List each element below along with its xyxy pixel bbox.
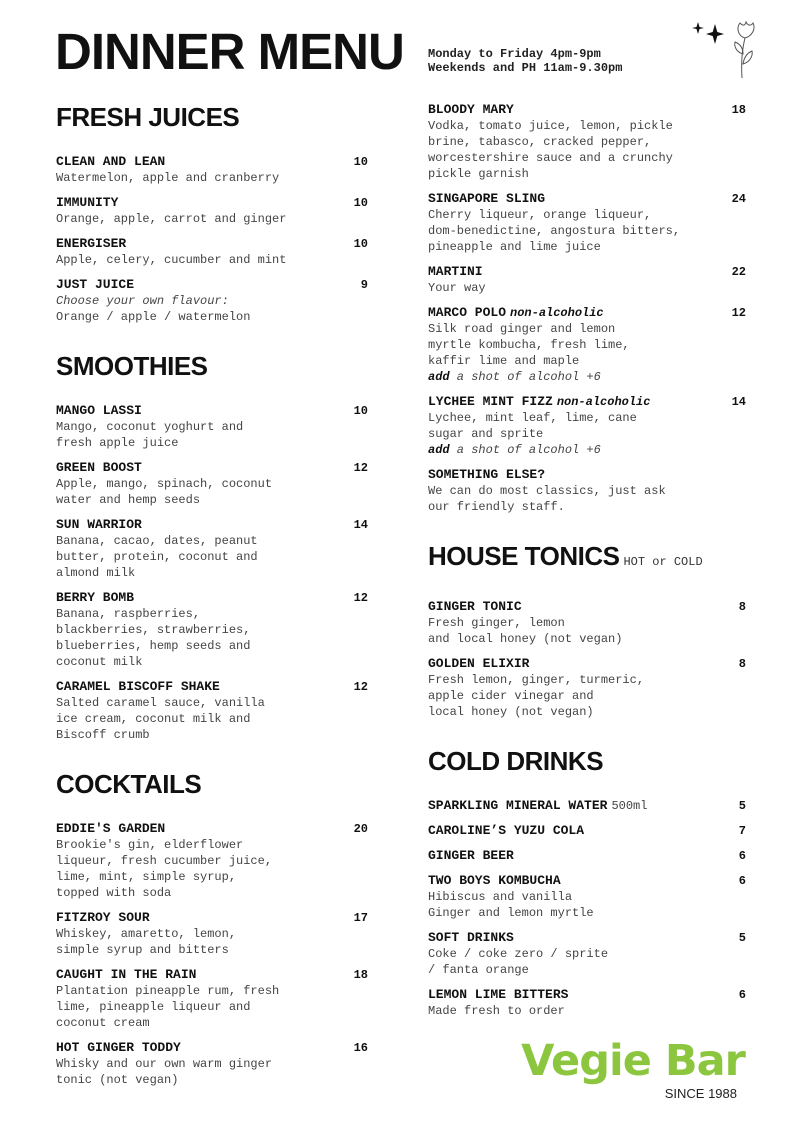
menu-item xyxy=(56,1040,368,1088)
section-title-cocktails: COCKTAILS xyxy=(56,769,202,799)
item-description-italic: Choose your own flavour: xyxy=(56,294,229,308)
smoothies-section xyxy=(56,351,368,743)
section-subtitle: HOT or COLD xyxy=(623,555,703,569)
item-description: Whisky and our own warm ginger tonic (not vegan) xyxy=(56,1057,273,1087)
item-name: BLOODY MARY xyxy=(428,102,514,117)
item-description: Coke / coke zero / sprite / fanta orange xyxy=(428,947,609,977)
item-description: Fresh lemon, ginger, turmeric, apple cider vinegar and local honey (not vegan) xyxy=(428,673,645,719)
item-price: 24 xyxy=(731,192,746,206)
item-name xyxy=(428,394,650,410)
item-price: 14 xyxy=(731,395,746,409)
item-price: 20 xyxy=(353,822,368,836)
item-name: LEMON LIME BITTERS xyxy=(428,987,569,1002)
item-name: GOLDEN ELIXIR xyxy=(428,656,530,671)
item-price: 18 xyxy=(353,968,368,982)
item-name-text: MARCO POLO xyxy=(428,305,507,320)
item-name: GINGER BEER xyxy=(428,848,514,863)
note-text: a shot of alcohol +6 xyxy=(449,370,601,384)
item-description: Cherry liqueur, orange liqueur, dom-benedictine, angostura bitters, pineapple and lime juice xyxy=(428,208,681,254)
item-name-text: SPARKLING MINERAL WATER xyxy=(428,798,608,813)
menu-item xyxy=(428,191,746,255)
item-description: We can do most classics, just ask our friendly staff. xyxy=(428,484,666,514)
item-name: MARTINI xyxy=(428,264,483,279)
item-price: 12 xyxy=(353,461,368,475)
item-description: Apple, celery, cucumber and mint xyxy=(56,253,287,267)
menu-item xyxy=(428,467,746,515)
note-bold: add xyxy=(428,443,450,457)
menu-item xyxy=(56,821,368,901)
item-description: Lychee, mint leaf, lime, cane sugar and sprite xyxy=(428,411,637,441)
item-description: Your way xyxy=(428,281,486,295)
item-name: EDDIE'S GARDEN xyxy=(56,821,166,836)
item-description: Plantation pineapple rum, fresh lime, pineapple liqueur and coconut cream xyxy=(56,984,280,1030)
item-name: IMMUNITY xyxy=(56,195,119,210)
note-text: a shot of alcohol +6 xyxy=(449,443,601,457)
item-name: SINGAPORE SLING xyxy=(428,191,546,206)
item-price: 10 xyxy=(353,155,368,169)
menu-item xyxy=(56,236,368,268)
item-description: Whiskey, amaretto, lemon, simple syrup and bitters xyxy=(56,927,237,957)
menu-item xyxy=(428,599,746,647)
menu-item xyxy=(56,967,368,1031)
menu-item xyxy=(56,154,368,186)
item-description: Watermelon, apple and cranberry xyxy=(56,171,280,185)
menu-item xyxy=(428,102,746,182)
section-title-text: HOUSE TONICS xyxy=(428,541,620,571)
menu-item xyxy=(428,798,746,814)
menu-item xyxy=(56,910,368,958)
note-bold: add xyxy=(428,370,450,384)
item-name: CLEAN AND LEAN xyxy=(56,154,166,169)
hours-weekend: Weekends and PH 11am-9.30pm xyxy=(428,61,623,75)
item-note xyxy=(428,369,746,385)
item-price: 6 xyxy=(738,874,746,888)
item-volume: 500ml xyxy=(611,799,648,813)
item-name: SOMETHING ELSE? xyxy=(428,467,546,482)
menu-item xyxy=(428,264,746,296)
menu-item xyxy=(428,848,746,864)
non-alcoholic-tag: non-alcoholic xyxy=(556,395,651,409)
item-name: BERRY BOMB xyxy=(56,590,135,605)
page-title: DINNER MENU xyxy=(55,23,404,80)
item-description: Apple, mango, spinach, coconut water and hemp seeds xyxy=(56,477,273,507)
item-price: 10 xyxy=(353,196,368,210)
brand-name: Vegie Bar xyxy=(521,1036,745,1086)
item-price: 18 xyxy=(731,103,746,117)
menu-item xyxy=(428,823,746,839)
item-name: GREEN BOOST xyxy=(56,460,142,475)
house-tonics-section xyxy=(428,541,746,720)
item-description: Salted caramel sauce, vanilla ice cream, coconut milk and Biscoff crumb xyxy=(56,696,265,742)
item-name: MANGO LASSI xyxy=(56,403,142,418)
menu-item xyxy=(56,195,368,227)
menu-item xyxy=(428,987,746,1019)
cold-drinks-section xyxy=(428,746,746,1019)
item-description: Fresh ginger, lemon and local honey (not vegan) xyxy=(428,616,623,646)
item-price: 8 xyxy=(738,600,746,614)
menu-item xyxy=(56,679,368,743)
item-name: SOFT DRINKS xyxy=(428,930,514,945)
fresh-juices-section xyxy=(56,102,368,325)
section-title-cold-drinks: COLD DRINKS xyxy=(428,746,604,776)
item-description: Silk road ginger and lemon myrtle kombucha, fresh lime, kaffir lime and maple xyxy=(428,322,630,368)
item-price: 22 xyxy=(731,265,746,279)
item-description: Brookie's gin, elderflower liqueur, fresh cucumber juice, lime, mint, simple syrup, topped with soda xyxy=(56,838,273,900)
item-price: 9 xyxy=(360,278,368,292)
menu-item xyxy=(428,930,746,978)
item-description: Made fresh to order xyxy=(428,1004,565,1018)
item-price: 17 xyxy=(353,911,368,925)
item-description: Hibiscus and vanilla Ginger and lemon myrtle xyxy=(428,890,594,920)
menu-item xyxy=(56,517,368,581)
item-description: Banana, cacao, dates, peanut butter, protein, coconut and almond milk xyxy=(56,534,258,580)
item-price: 12 xyxy=(731,306,746,320)
brand-since: SINCE 1988 xyxy=(664,1086,737,1101)
right-column xyxy=(428,102,746,1045)
section-title-smoothies: SMOOTHIES xyxy=(56,351,208,381)
item-name: CAUGHT IN THE RAIN xyxy=(56,967,197,982)
cocktails-section xyxy=(56,769,368,1088)
item-name: SUN WARRIOR xyxy=(56,517,142,532)
menu-item xyxy=(428,394,746,458)
hours-weekday: Monday to Friday 4pm-9pm xyxy=(428,47,601,61)
menu-item xyxy=(56,590,368,670)
item-name-text: LYCHEE MINT FIZZ xyxy=(428,394,553,409)
section-title-house-tonics xyxy=(428,541,746,577)
item-description: Orange, apple, carrot and ginger xyxy=(56,212,287,226)
non-alcoholic-tag: non-alcoholic xyxy=(510,306,604,320)
item-description: Orange / apple / watermelon xyxy=(56,310,251,324)
item-price: 6 xyxy=(738,849,746,863)
section-title-fresh-juices: FRESH JUICES xyxy=(56,102,240,132)
item-price: 10 xyxy=(353,404,368,418)
opening-hours xyxy=(428,47,622,75)
item-price: 5 xyxy=(738,799,746,813)
menu-item xyxy=(56,277,368,325)
item-name: ENERGISER xyxy=(56,236,127,251)
item-price: 16 xyxy=(353,1041,368,1055)
item-price: 7 xyxy=(738,824,746,838)
menu-item xyxy=(428,873,746,921)
menu-item xyxy=(56,403,368,451)
item-name: TWO BOYS KOMBUCHA xyxy=(428,873,561,888)
left-column xyxy=(56,102,368,1114)
menu-item xyxy=(428,305,746,385)
item-price: 6 xyxy=(738,988,746,1002)
item-price: 14 xyxy=(353,518,368,532)
item-name: HOT GINGER TODDY xyxy=(56,1040,181,1055)
item-name xyxy=(428,305,604,321)
item-description: Mango, coconut yoghurt and fresh apple juice xyxy=(56,420,244,450)
sparkle-flower-icon xyxy=(690,18,760,84)
item-note xyxy=(428,442,746,458)
menu-item xyxy=(56,460,368,508)
item-name: CARAMEL BISCOFF SHAKE xyxy=(56,679,220,694)
item-description: Banana, raspberries, blackberries, strawberries, blueberries, hemp seeds and coconut milk xyxy=(56,607,251,669)
item-name xyxy=(428,798,647,814)
item-name: GINGER TONIC xyxy=(428,599,522,614)
brand-logo xyxy=(515,1036,751,1106)
item-price: 12 xyxy=(353,591,368,605)
item-name: FITZROY SOUR xyxy=(56,910,150,925)
item-name: JUST JUICE xyxy=(56,277,135,292)
item-price: 5 xyxy=(738,931,746,945)
menu-item xyxy=(428,656,746,720)
item-price: 8 xyxy=(738,657,746,671)
cocktails-continued-section xyxy=(428,102,746,515)
item-price: 10 xyxy=(353,237,368,251)
item-price: 12 xyxy=(353,680,368,694)
item-description: Vodka, tomato juice, lemon, pickle brine, tabasco, cracked pepper, worcestershire sauce and a crunchy pickle garnish xyxy=(428,119,673,181)
item-name: CAROLINE’S YUZU COLA xyxy=(428,823,585,838)
